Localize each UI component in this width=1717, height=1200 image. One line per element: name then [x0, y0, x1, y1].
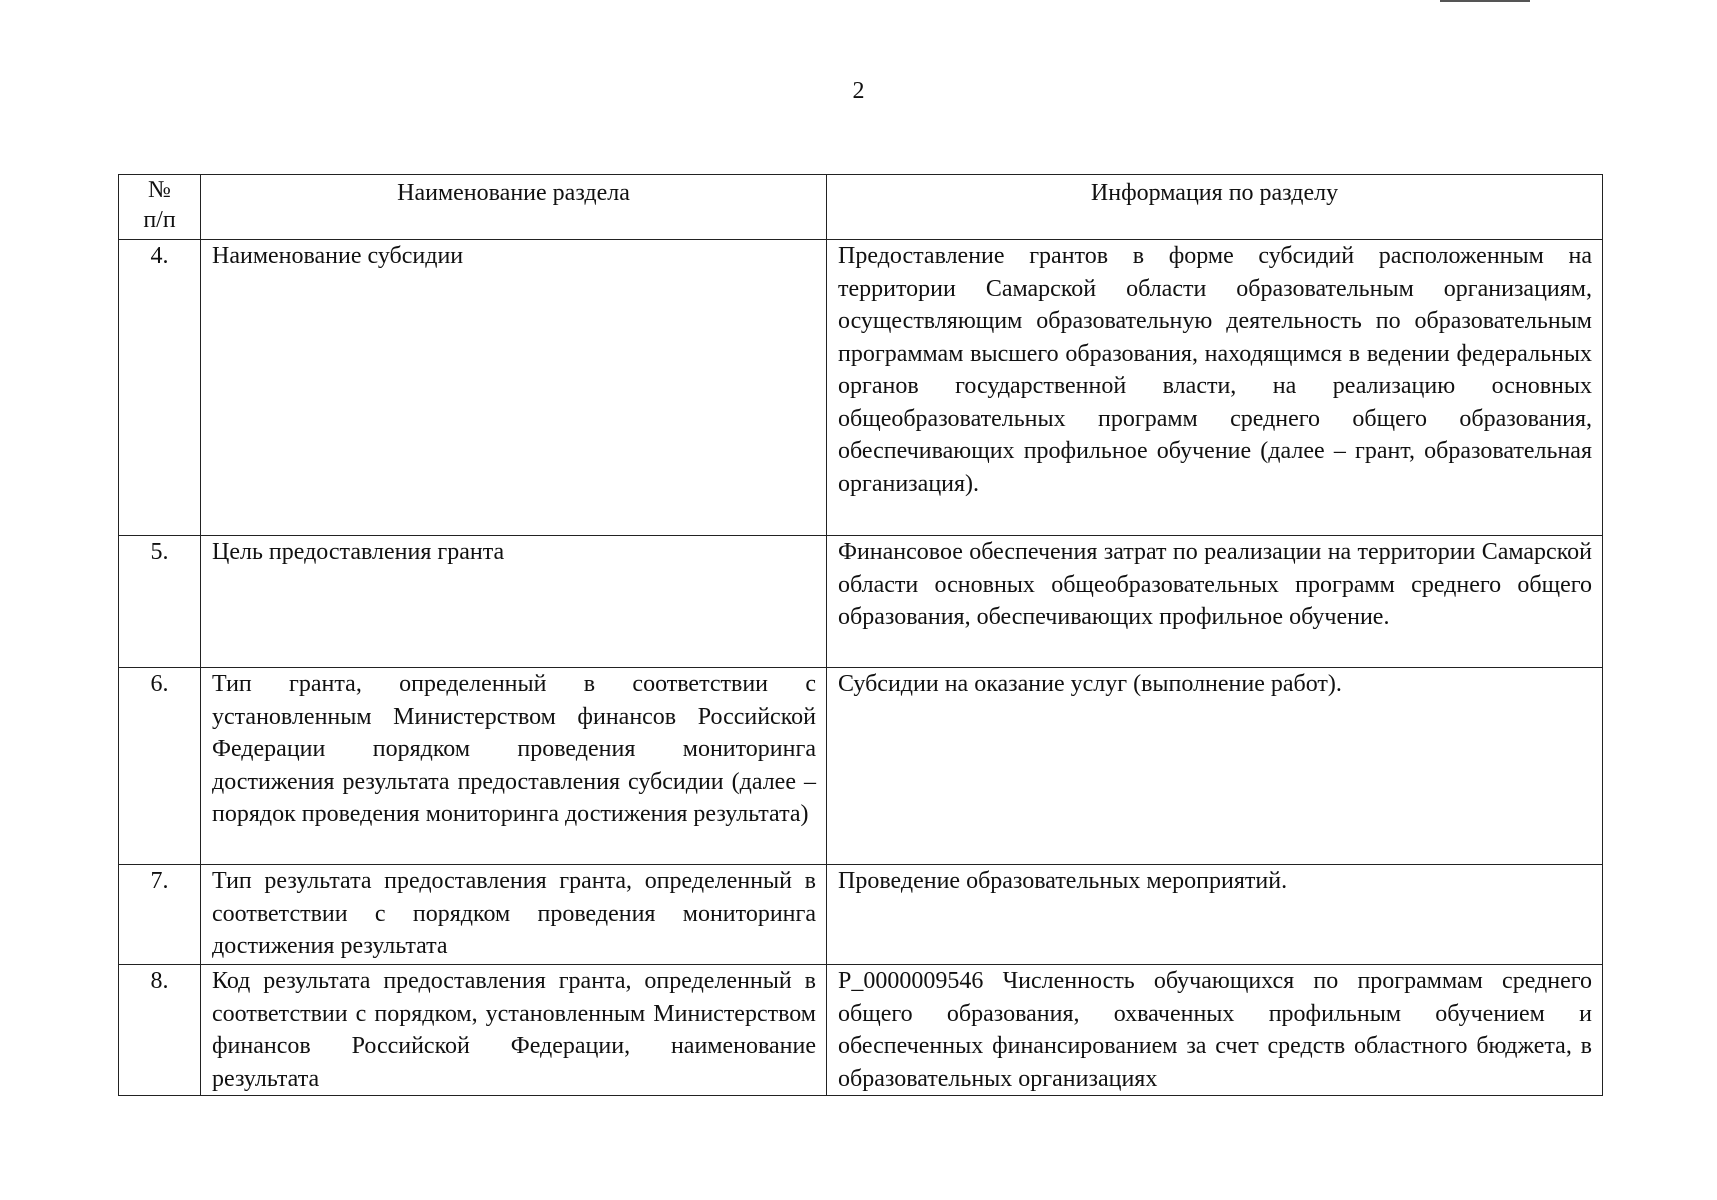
row-num: 6. [119, 668, 201, 865]
row-name: Тип результата предоставления гранта, определенный в соответствии с порядком проведения мониторинга достижения результата [212, 868, 816, 959]
row-info-cell [827, 536, 1603, 668]
row-info-cell [827, 865, 1603, 965]
row-num: 8. [119, 965, 201, 1096]
row-num: 5. [119, 536, 201, 668]
row-name-cell [201, 965, 827, 1096]
row-info-cell [827, 668, 1603, 865]
table-row [119, 965, 1603, 1096]
top-edge-mark [1440, 0, 1530, 2]
row-num: 4. [119, 240, 201, 536]
table-row [119, 536, 1603, 668]
header-info-text: Информация по разделу [1090, 180, 1339, 206]
header-num [119, 175, 201, 240]
header-name [201, 175, 827, 240]
row-name: Код результата предоставления гранта, определенный в соответствии с порядком, установленным Министерством финансов Российской Федерации, наименование результата [212, 968, 816, 1092]
row-name-cell [201, 668, 827, 865]
row-info: Финансовое обеспечения затрат по реализации на территории Самарской области основных общеобразовательных программ среднего общего образования, обеспечивающих профильное обучение. [838, 539, 1592, 630]
row-num: 7. [119, 865, 201, 965]
table-row [119, 668, 1603, 865]
row-name: Цель предоставления гранта [212, 539, 505, 565]
row-name-cell [201, 865, 827, 965]
table-row [119, 240, 1603, 536]
header-num-line2: п/п [143, 207, 176, 233]
row-info: Проведение образовательных мероприятий. [838, 868, 1288, 894]
row-name-cell [201, 536, 827, 668]
header-num-line1: № [148, 177, 171, 203]
row-name-cell [201, 240, 827, 536]
header-info [827, 175, 1603, 240]
row-info: Предоставление грантов в форме субсидий расположенным на территории Самарской области образовательным организациям, осуществляющим образовательную деятельность по образовательным программам высшего образования, находящимся в ведении федеральных органов государственной власти, на реализацию основных общеобразовательных программ среднего общего образования, обеспечивающих профильное обучение (далее – грант, образовательная организация). [838, 243, 1592, 497]
row-info-cell [827, 965, 1603, 1096]
table-row [119, 865, 1603, 965]
table-header-row [119, 175, 1603, 240]
row-info: Субсидии на оказание услуг (выполнение работ). [838, 671, 1342, 697]
row-info: P_0000009546 Численность обучающихся по программам среднего общего образования, охваченных профильным обучением и обеспеченных финансированием за счет средств областного бюджета, в образовательных организациях [838, 968, 1592, 1092]
header-name-text: Наименование раздела [397, 180, 630, 206]
page-number: 2 [852, 78, 865, 104]
row-name: Наименование субсидии [212, 243, 464, 269]
row-info-cell [827, 240, 1603, 536]
info-table [118, 174, 1603, 1096]
row-name: Тип гранта, определенный в соответствии с установленным Министерством финансов Российской Федерации порядком проведения мониторинга достижения результата предоставления субсидии (далее – порядок проведения мониторинга достижения результата) [212, 671, 816, 827]
